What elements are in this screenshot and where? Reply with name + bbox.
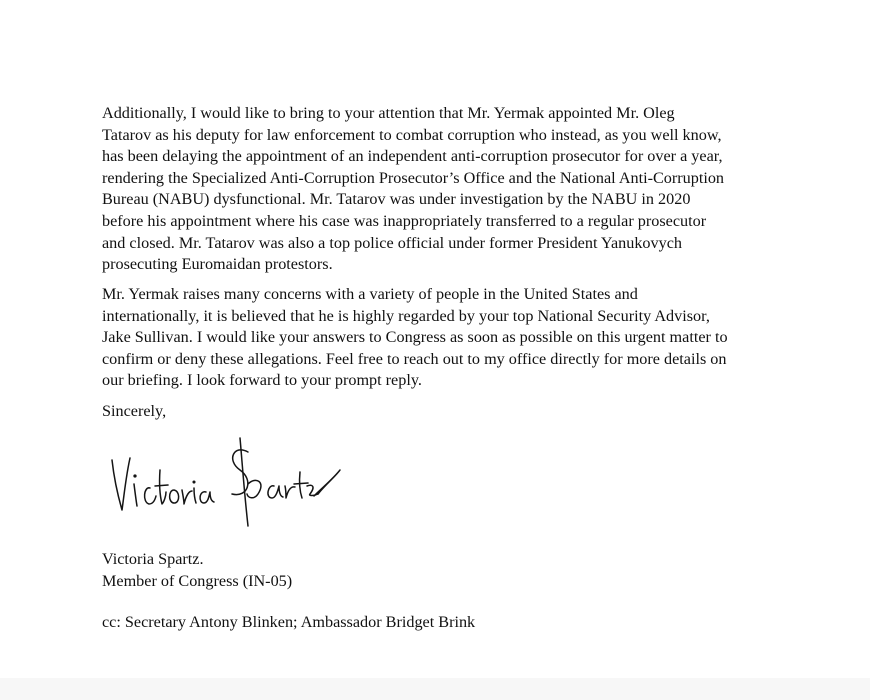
text-line: Bureau (NABU) dysfunctional. Mr. Tatarov was under investigation by the NABU in 2020 — [102, 190, 691, 209]
text-line: Mr. Yermak raises many concerns with a variety of people in the United States and — [102, 285, 638, 303]
text-line: our briefing. I look forward to your prompt reply. — [102, 371, 422, 390]
paragraph-tatarov — [102, 103, 724, 276]
text-line: has been delaying the appointment of an independent anti-corruption prosecutor for over a year, — [102, 147, 723, 166]
text-line: Jake Sullivan. I would like your answers to Congress as soon as possible on this urgent matter to — [102, 328, 728, 347]
closing-salutation: Sincerely, — [102, 402, 167, 420]
text-line: confirm or deny these allegations. Feel free to reach out to my office directly for more details on — [102, 349, 727, 368]
text-line: rendering the Specialized Anti-Corruption Prosecutor’s Office and the National Anti-Corruption — [102, 168, 725, 187]
signer-title: Member of Congress (IN-05) — [102, 571, 293, 590]
signature-block — [102, 549, 292, 592]
paragraph-yermak-concerns — [102, 284, 728, 392]
page-bottom-edge — [0, 678, 870, 700]
text-line: Tatarov as his deputy for law enforcement to combat corruption who instead, as you well know, — [102, 125, 722, 144]
text-line: Additionally, I would like to bring to your attention that Mr. Yermak appointed Mr. Oleg — [102, 104, 675, 122]
text-line: and closed. Mr. Tatarov was also a top police official under former President Yanukovych — [102, 233, 682, 252]
text-line: prosecuting Euromaidan protestors. — [102, 255, 333, 274]
signer-name: Victoria Spartz. — [102, 550, 204, 568]
text-line: before his appointment where his case was inappropriately transferred to a regular prosecutor — [102, 211, 707, 230]
text-line: internationally, it is believed that he is highly regarded by your top National Security Advisor, — [102, 306, 710, 325]
cc-line: cc: Secretary Antony Blinken; Ambassador Bridget Brink — [102, 613, 476, 631]
handwritten-signature — [108, 430, 348, 530]
